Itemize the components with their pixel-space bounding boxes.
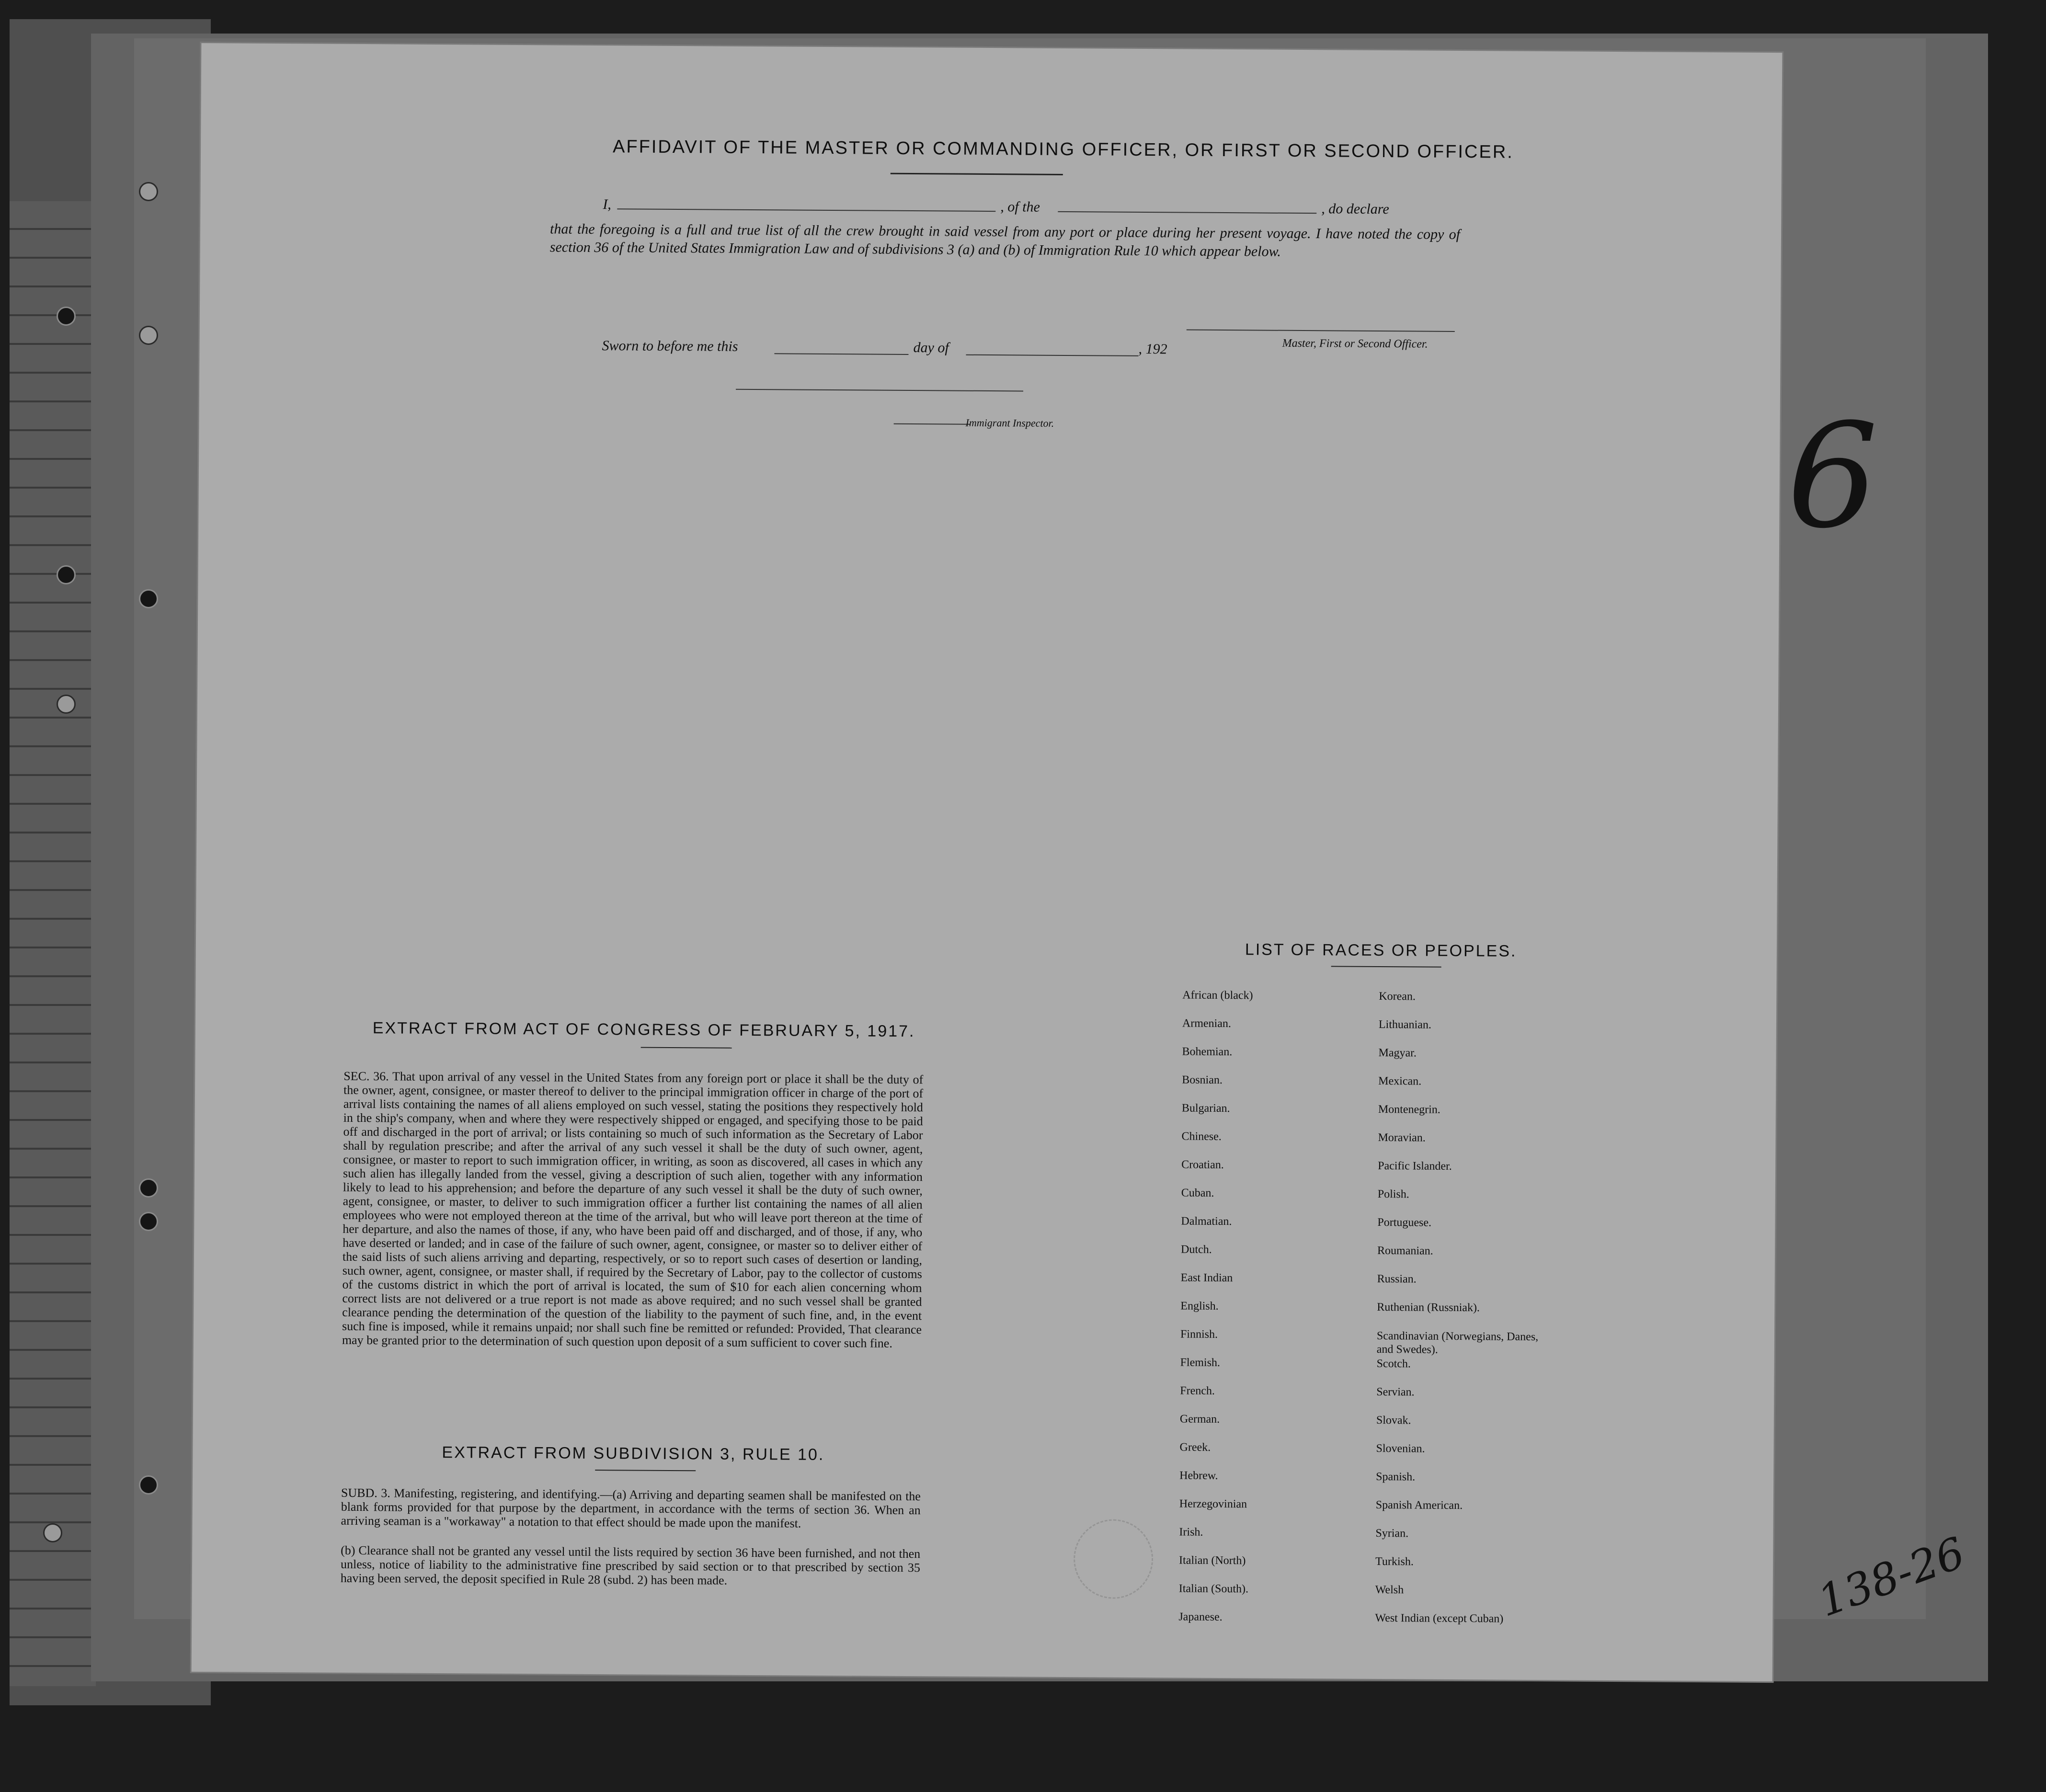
race-item: Portuguese. [1377,1216,1432,1229]
punch-hole-icon [57,695,76,714]
race-item: Armenian. [1182,1017,1231,1030]
race-item: Pacific Islander. [1378,1159,1452,1173]
inspector-caption: Immigrant Inspector. [965,416,1054,429]
extract-rule-title: EXTRACT FROM SUBDIVISION 3, RULE 10. [442,1443,825,1464]
race-item: Slovak. [1376,1414,1411,1427]
race-item: Chinese. [1181,1130,1222,1143]
race-item: African (black) [1182,989,1253,1002]
race-item: Spanish American. [1375,1498,1463,1512]
punch-hole-icon [57,307,76,326]
race-item: French. [1180,1384,1215,1397]
affidavit-title: AFFIDAVIT OF THE MASTER OR COMMANDING OFFICER, OR FIRST OR SECOND OFFICER. [612,137,1514,162]
affidavit-i: I, [603,196,611,213]
race-item: Russian. [1377,1272,1417,1286]
race-item: Korean. [1379,990,1416,1003]
race-item: Montenegrin. [1378,1103,1440,1116]
day-of-text: day of [913,340,949,356]
punch-hole-icon [139,1178,158,1198]
extract-rule-text-b: (b) Clearance shall not be granted any vessel until the lists required by section 36 have been furnished, and not then unless, notice of liability to the administrative fine prescribed by said section or to that prescribed by section 35 having been served, the deposit specified in Rule 28 (subd. 2) has been made. [340,1543,921,1587]
sworn-month-blank [966,354,1138,356]
affidavit-of-the: , of the [1000,199,1040,215]
inspector-blank-2 [894,423,971,425]
race-item: Scandinavian (Norwegians, Danes, and Swedes). [1376,1329,1539,1356]
affidavit-page [192,43,1783,1681]
race-item: Greek. [1179,1441,1211,1454]
year-text: , 192 [1138,341,1167,357]
punch-hole-icon [139,589,158,608]
sworn-day-blank [774,353,908,355]
race-item: Roumanian. [1377,1244,1433,1257]
title-underline [891,173,1063,175]
extract-act-text: SEC. 36. That upon arrival of any vessel in the United States from any foreign port or place it shall be the duty of the owner, agent, consignee, or master thereof to deliver to the principal immigration officer in charge of the port of arrival lists containing the names of all aliens employed on such vessel, stating the positions they respectively hold in the ship's company, when and where they were respectively shipped or engaged, and specifying those to be paid off and discharged in the port of arrival; or lists containing so much of such information as the Secretary of Labor shall by regulation prescribe; and after the arrival of any such vessel it shall be the duty of such owner, agent, consignee, or master to report to such immigration officer, in writing, as soon as discovered, all cases in which any such alien has illegally landed from the vessel, giving a description of such alien, together with any information likely to lead to his apprehension; and before the departure of any such vessel it shall be the duty of such owner, agent, consignee, or master, to deliver to such immigration officer a further list containing the names of all alien employees who were not employed thereon at the time of the arrival, but who will leave port thereon at the time of her departure, and also the names of those, if any, who have been paid off and discharged, and of those, if any, who have deserted or landed; and in case of the failure of such owner, agent, consignee, or master so to deliver either of the said lists of such aliens arriving and departing, respectively, or so to report such cases of desertion or landing, such owner, agent, consignee, or master shall, if required by the Secretary of Labor, pay to the collector of customs of the customs district in which the port of arrival is located, the sum of $10 for each alien concerning whom correct lists are not delivered or a true report is not made as above required; and no such vessel shall be granted clearance pending the determination of the question of the liability to the payment of such fine, and, in the event such fine is imposed, while it remains unpaid; nor shall such fine be remitted or refunded: Provided, That clearance may be granted prior to the determination of such question upon deposit of a sum sufficient to cover such fine. [342,1069,924,1350]
ledger-rules [10,201,96,1686]
race-item: Italian (North) [1179,1554,1246,1567]
race-item: Irish. [1179,1526,1203,1539]
race-item: Spanish. [1376,1470,1416,1484]
affidavit-body: that the foregoing is a full and true list of all the crew brought in said vessel from any port or place during her present voyage. I have noted the copy of section 36 of the United States Immigration Law and of subdivisions 3 (a) and (b) of Immigration Rule 10 which appear below. [549,221,1461,260]
race-item: Hebrew. [1179,1469,1218,1482]
signature-caption: Master, First or Second Officer. [1282,337,1428,351]
extract-act-underline [641,1047,732,1049]
race-item: Croatian. [1181,1158,1224,1172]
extract-rule-underline [595,1470,696,1471]
race-item: Mexican. [1378,1075,1422,1088]
faint-seal-stamp [1074,1519,1154,1599]
race-item: West Indian (except Cuban) [1375,1611,1504,1625]
race-item: Herzegovinian [1179,1497,1247,1511]
race-item: German. [1179,1413,1220,1426]
race-item: Magyar. [1378,1047,1417,1060]
punch-hole-icon [139,1212,158,1231]
inspector-blank [736,389,1023,392]
race-item: Turkish. [1375,1555,1414,1568]
margin-note-bottom-right: 138-26 [1811,1528,1972,1627]
punch-hole-icon [57,565,76,584]
race-item: Lithuanian. [1378,1018,1431,1031]
punch-hole-icon [139,326,158,345]
affidavit-declare: , do declare [1321,201,1389,217]
race-item: Bosnian. [1182,1073,1223,1087]
race-item: Japanese. [1178,1610,1223,1624]
race-item: Italian (South). [1178,1582,1249,1596]
punch-hole-icon [139,1475,158,1495]
race-item: Dutch. [1180,1243,1212,1256]
signature-blank [1187,330,1455,332]
sworn-text: Sworn to before me this [602,338,738,354]
race-item: Polish. [1377,1187,1409,1201]
race-item: Bulgarian. [1181,1102,1230,1115]
race-item: Finnish. [1180,1328,1218,1341]
extract-rule-text-a: SUBD. 3. Manifesting, registering, and identifying.—(a) Arriving and departing seamen shall be manifested on the blank forms provided for that purpose by the department, in accordance with the terms of section 36. When an arriving seaman is a "workaway" a notation to that effect should be made upon the manifest. [341,1485,921,1530]
race-item: Syrian. [1375,1527,1409,1540]
name-blank [617,208,995,212]
race-item: Scotch. [1376,1357,1411,1370]
race-item: Ruthenian (Russniak). [1377,1301,1480,1314]
race-item: Cuban. [1181,1187,1214,1199]
race-item: East Indian [1180,1271,1233,1285]
race-item: Moravian. [1378,1131,1426,1144]
races-underline [1331,966,1441,967]
race-item: Flemish. [1180,1356,1221,1369]
punch-hole-icon [139,182,158,201]
vessel-blank [1058,211,1316,214]
race-item: Dalmatian. [1181,1215,1232,1228]
race-item: Servian. [1376,1385,1415,1399]
extract-act-title: EXTRACT FROM ACT OF CONGRESS OF FEBRUARY 5, 1917. [372,1019,915,1041]
race-item: Bohemian. [1182,1045,1233,1059]
margin-note-right-number: 6 [1787,393,1878,560]
races-title: LIST OF RACES OR PEOPLES. [1245,940,1517,960]
punch-hole-icon [43,1523,62,1542]
race-item: Welsh [1375,1583,1404,1597]
race-item: English. [1180,1300,1219,1313]
race-item: Slovenian. [1376,1442,1425,1455]
